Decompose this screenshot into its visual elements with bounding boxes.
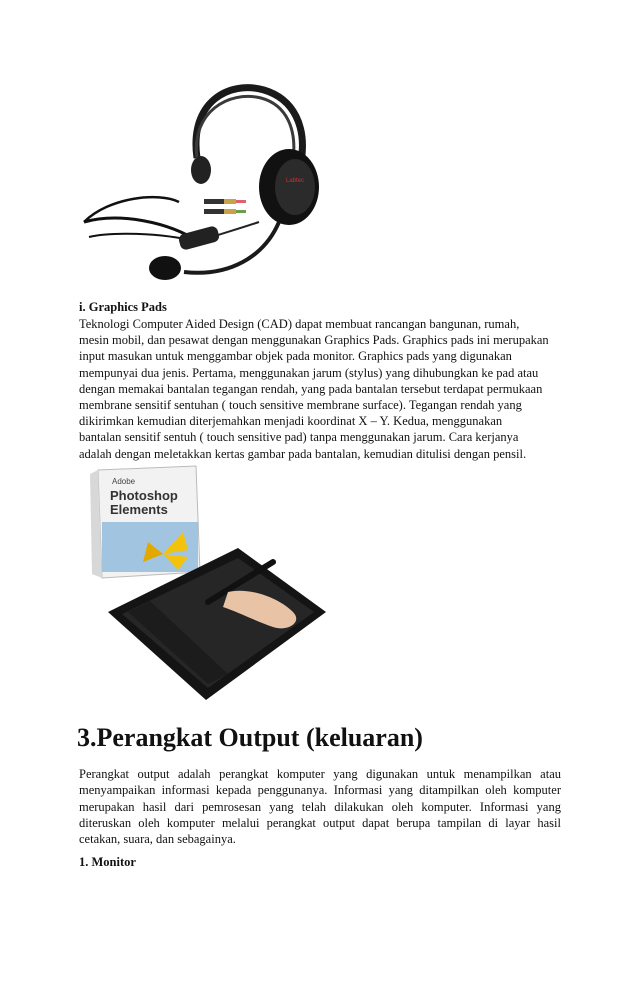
paragraph-line: mesin mobil, dan pesawat dengan menggunakan Graphics Pads. Graphics pads ini merupakan	[79, 333, 549, 348]
headset-image	[79, 72, 329, 287]
svg-text:Labtec: Labtec	[286, 178, 305, 184]
paragraph-line: membrane sensitif sentuhan ( touch sensitive membrane surface). Tegangan rendah yang	[79, 398, 522, 413]
paragraph-line: input masukan untuk menggambar objek pada monitor. Graphics pads yang digunakan	[79, 349, 512, 364]
box-brand-text: Adobe	[112, 477, 136, 486]
paragraph-line: Teknologi Computer Aided Design (CAD) dapat membuat rancangan bangunan, rumah,	[79, 317, 520, 331]
graphics-pads-paragraph	[79, 316, 564, 462]
paragraph-line: dikirimkan kemudian diterjemahkan menjadi koordinat X – Y. Kedua, menggunakan	[79, 414, 503, 429]
paragraph-line: dengan memakai bantalan tegangan rendah, yang pada bantalan tersebut terdapat permukaan	[79, 381, 543, 396]
paragraph-line: mempunyai dua jenis. Pertama, menggunakan jarum (stylus) yang dihubungkan ke pad atau	[79, 365, 539, 380]
output-section-heading: 3.Perangkat Output (keluaran)	[77, 723, 423, 752]
box-title-line2: Elements	[110, 502, 168, 517]
output-paragraph: Perangkat output adalah perangkat komputer yang digunakan untuk menampilkan atau menyampaikan informasi kepada penggunanya. Informasi yang ditampilkan oleh komputer merupakan hasil dari pemrosesan yang telah dilakukan oleh komputer. Informasi yang diteruskan oleh komputer melalui perangkat output dapat berupa tampilan di layar hasil cetakan, suara, dan sebagainya.	[79, 767, 561, 847]
monitor-subheading: 1. Monitor	[79, 855, 136, 869]
paragraph-line: bantalan sensitif sentuh ( touch sensitive pad) tanpa menggunakan jarum. Cara kerjanya	[79, 430, 519, 445]
paragraph-line: adalah dengan meletakkan kertas gambar pada bantalan, kemudian ditulisi dengan pensil.	[79, 446, 527, 461]
graphics-tablet-image	[88, 462, 328, 710]
graphics-pads-heading: i. Graphics Pads	[79, 300, 167, 314]
box-title-line1: Photoshop	[110, 488, 178, 503]
